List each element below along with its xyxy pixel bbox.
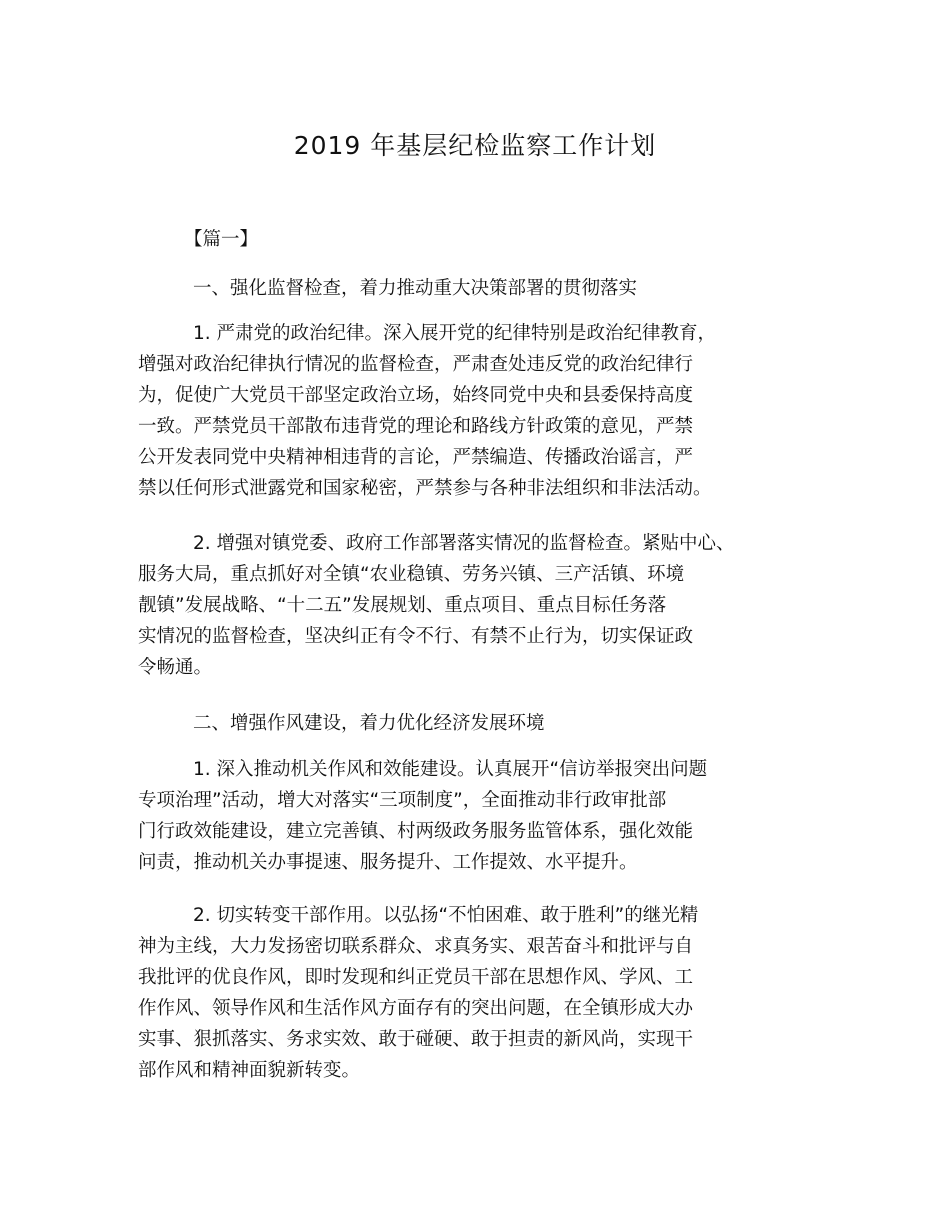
paragraph-line: 为，促使广大党员干部坚定政治立场，始终同党中央和县委保持高度: [138, 385, 694, 406]
paragraph-line: 门行政效能建设，建立完善镇、村两级政务服务监管体系，强化效能: [138, 821, 694, 842]
paragraph-2-1: [138, 754, 798, 878]
heading-2: 二、增强作风建设，着力优化经济发展环境: [193, 713, 545, 734]
paragraph-line: 增强对政治纪律执行情况的监督检查，严肃查处违反党的政治纪律行: [138, 354, 694, 375]
paragraph-line: 问责，推动机关办事提速、服务提升、工作提效、水平提升。: [138, 852, 638, 873]
paragraph-line: 1. 严肃党的政治纪律。深入展开党的纪律特别是政治纪律教育，: [193, 323, 717, 344]
paragraph-line: 实情况的监督检查，坚决纠正有令不行、有禁不止行为，切实保证政: [138, 626, 694, 647]
paragraph-line: 服务大局，重点抓好对全镇“农业稳镇、劳务兴镇、三产活镇、环境: [138, 564, 685, 585]
paragraph-line: 一致。严禁党员干部散布违背党的理论和路线方针政策的意见，严禁: [138, 416, 694, 437]
paragraph-line: 2. 增强对镇党委、政府工作部署落实情况的监督检查。紧贴中心、: [193, 533, 735, 554]
paragraph-line: 实事、狠抓落实、务求实效、敢于碰硬、敢于担责的新风尚，实现干: [138, 1029, 694, 1050]
paragraph-2-2: [138, 900, 798, 1086]
paragraph-line: 禁以任何形式泄露党和国家秘密，严禁参与各种非法组织和非法活动。: [138, 478, 712, 499]
heading-1: 一、强化监督检查，着力推动重大决策部署的贯彻落实: [193, 278, 638, 299]
paragraph-1-2: [138, 528, 798, 683]
section-tag: 【篇一】: [184, 229, 259, 250]
paragraph-line: 专项治理”活动，增大对落实“三项制度”，全面推动非行政审批部: [138, 790, 667, 811]
paragraph-line: 我批评的优良作风，即时发现和纠正党员干部在思想作风、学风、工: [138, 967, 694, 988]
paragraph-line: 公开发表同党中央精神相违背的言论，严禁编造、传播政治谣言，严: [138, 447, 694, 468]
paragraph-1-1: [138, 318, 798, 504]
paragraph-line: 2. 切实转变干部作用。以弘扬“不怕困难、敢于胜利”的继光精: [193, 905, 699, 926]
paragraph-line: 1. 深入推动机关作风和效能建设。认真展开“信访举报突出问题: [193, 759, 708, 780]
paragraph-line: 部作风和精神面貌新转变。: [138, 1060, 361, 1081]
paragraph-line: 靓镇”发展战略、“十二五”发展规划、重点项目、重点目标任务落: [138, 595, 667, 616]
paragraph-line: 作作风、领导作风和生活作风方面存有的突出问题，在全镇形成大办: [138, 998, 694, 1019]
paragraph-line: 令畅通。: [138, 657, 213, 678]
paragraph-line: 神为主线，大力发扬密切联系群众、求真务实、艰苦奋斗和批评与自: [138, 936, 694, 957]
document-title: 2019 年基层纪检监察工作计划: [293, 131, 657, 160]
